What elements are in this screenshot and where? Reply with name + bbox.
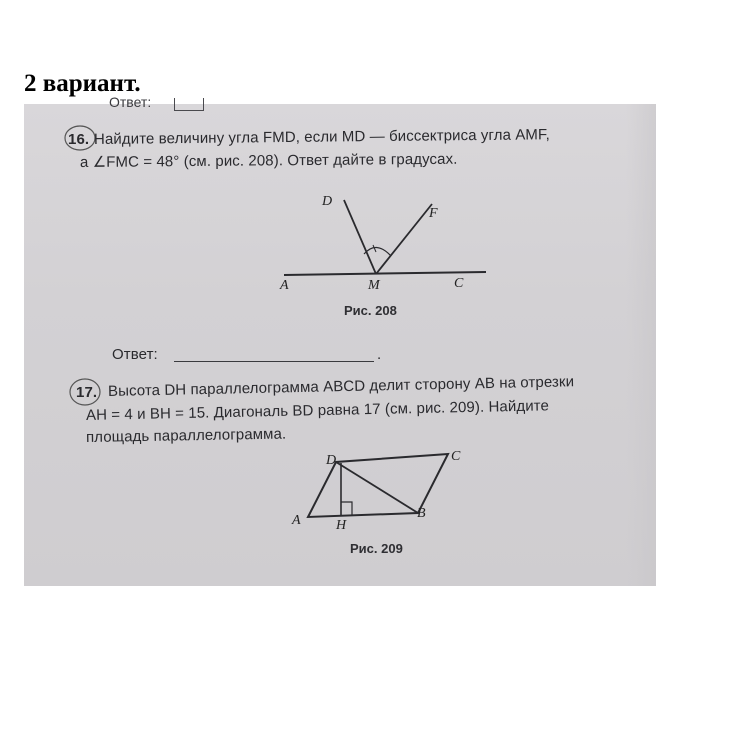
textbook-photo [24,94,656,586]
problem-16-text-line2: а ∠FMC = 48° (см. рис. 208). Ответ дайте в градусах. [79,150,458,171]
problem-17-number: 17. [76,384,98,401]
problem-17-text-line1: Высота DH параллелограмма ABCD делит сторону AB на отрезки [107,373,575,400]
label-a-209: A [292,513,301,528]
page-edge-shade [626,104,656,586]
textbook-page [24,94,656,586]
figure-209 [24,104,656,586]
label-c-209: C [451,449,461,464]
label-d-208: D [322,194,333,209]
problem-16-text-line1: Найдите величину угла FMD, если MD — биссектриса угла AMF, [93,126,550,148]
right-angle-mark [341,502,352,515]
label-f-208: F [429,206,438,221]
previous-answer-label: Ответ: [109,94,152,110]
label-b-209: B [417,506,426,521]
label-c-208: C [454,276,464,291]
label-h-209: H [336,518,347,533]
problem-16-answer-period: . [377,346,382,363]
label-m-208: M [368,278,380,293]
figure-209-caption: Рис. 209 [350,541,403,556]
problem-16-answer-label: Ответ: [112,346,158,363]
label-a-208: A [280,278,289,293]
variant-heading: 2 вариант. [24,70,141,97]
label-d-209: D [326,453,337,468]
figure-208-caption: Рис. 208 [344,303,397,318]
problem-17-text-line2: AH = 4 и BH = 15. Диагональ BD равна 17 (см. рис. 209). Найдите [85,397,550,424]
problem-17-text-line3: площадь параллелограмма. [85,425,287,446]
diagonal-bd [336,462,418,513]
problem-16-number: 16. [68,131,90,148]
